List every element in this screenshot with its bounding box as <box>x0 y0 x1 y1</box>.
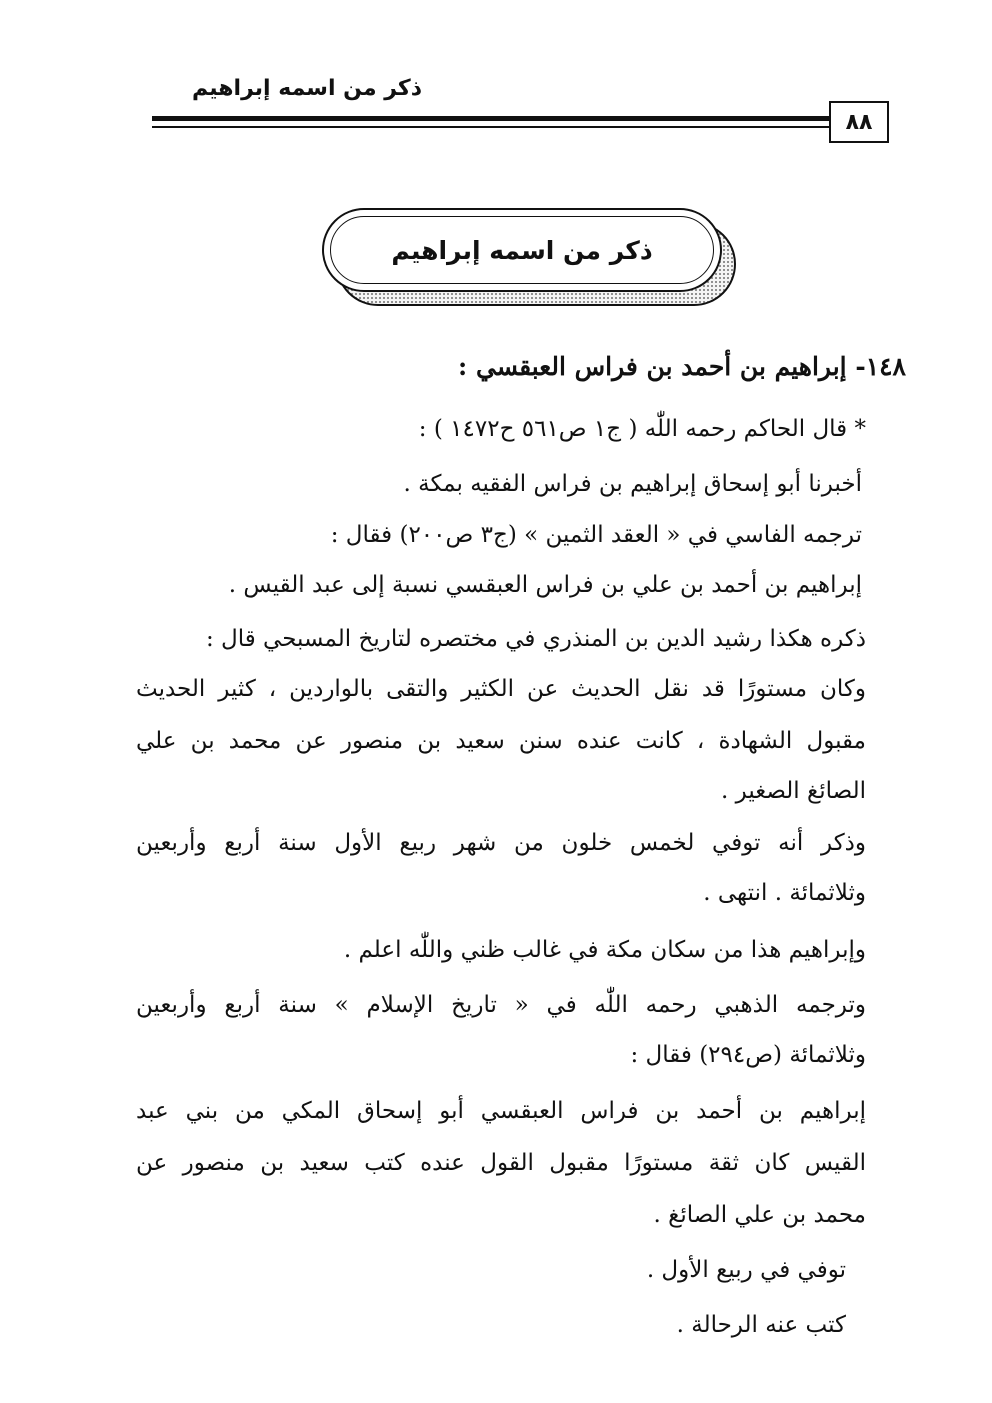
text-line: توفي في ربيع الأول . <box>646 1257 846 1283</box>
section-title: ذكر من اسمه إبراهيم <box>330 216 714 284</box>
header-rule-thin <box>152 126 829 128</box>
text-line: كتب عنه الرحالة . <box>676 1312 846 1338</box>
text-line: وترجمه الذهبي رحمه اللّٰه في « تاريخ الإسلام » سنة أربع وأربعين <box>136 992 866 1018</box>
header-rule-thick <box>152 116 829 121</box>
text-line: * قال الحاكم رحمه اللّٰه ( ج١ ص٥٦١ ح١٤٧٢ ) : <box>418 416 866 442</box>
text-line: مقبول الشهادة ، كانت عنده سنن سعيد بن منصور عن محمد بن علي <box>136 728 866 754</box>
running-title: ذكر من اسمه إبراهيم <box>192 76 422 101</box>
entry-heading: ١٤٨- إبراهيم بن أحمد بن فراس العبقسي : <box>458 352 906 381</box>
text-line: ترجمه الفاسي في « العقد الثمين » (ج٣ ص٢٠٠) فقال : <box>330 522 862 548</box>
page-number: ٨٨ <box>829 101 889 143</box>
text-line: أخبرنا أبو إسحاق إبراهيم بن فراس الفقيه بمكة . <box>403 471 862 497</box>
text-line: إبراهيم بن أحمد بن فراس العبقسي أبو إسحاق المكي من بني عبد <box>136 1098 866 1124</box>
text-line: وثلاثمائة (ص٢٩٤) فقال : <box>630 1042 866 1068</box>
text-line: وإبراهيم هذا من سكان مكة في غالب ظني واللّٰه اعلم . <box>343 937 866 963</box>
text-line: القيس كان ثقة مستورًا مقبول القول عنده كتب سعيد بن منصور عن <box>136 1150 866 1176</box>
text-line: إبراهيم بن أحمد بن علي بن فراس العبقسي نسبة إلى عبد القيس . <box>228 572 862 598</box>
text-line: وكان مستورًا قد نقل الحديث عن الكثير والتقى بالواردين ، كثير الحديث <box>136 676 866 702</box>
text-line: محمد بن علي الصائغ . <box>653 1202 866 1228</box>
text-line: الصائغ الصغير . <box>721 778 866 804</box>
text-line: وثلاثمائة . انتهى . <box>703 880 866 906</box>
text-line: ذكره هكذا رشيد الدين بن المنذري في مختصره لتاريخ المسبحي قال : <box>205 626 866 652</box>
section-banner <box>322 208 722 292</box>
text-line: وذكر أنه توفي لخمس خلون من شهر ربيع الأول سنة أربع وأربعين <box>136 830 866 856</box>
